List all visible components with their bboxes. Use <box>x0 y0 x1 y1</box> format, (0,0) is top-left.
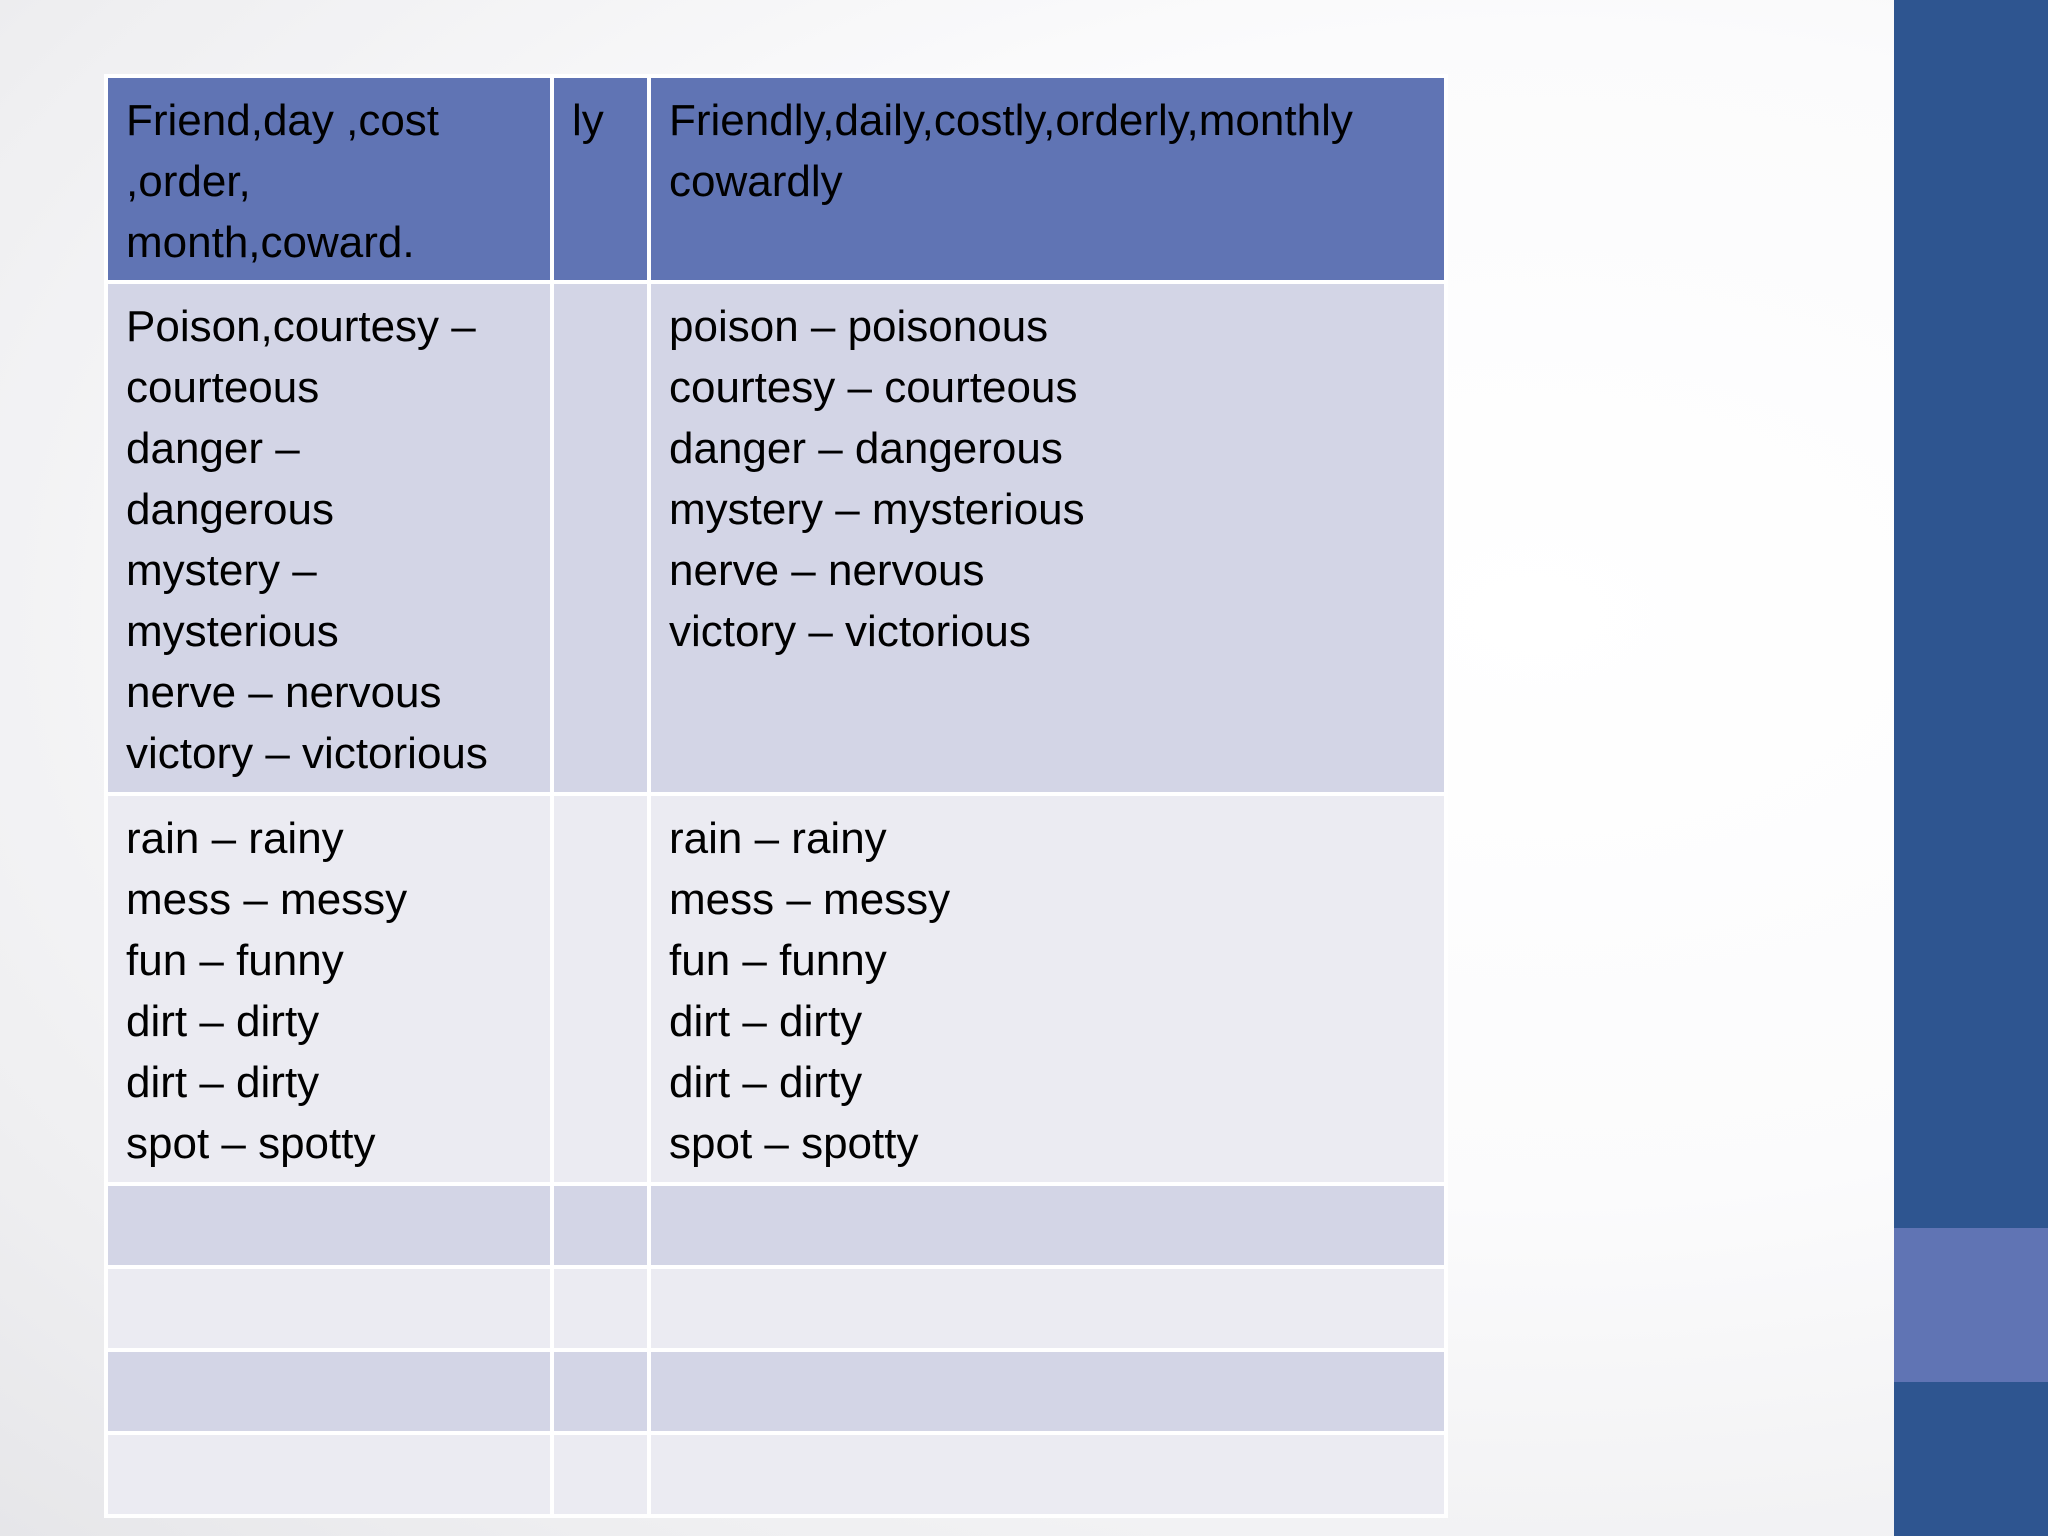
cell-text: fun – funny <box>669 936 887 985</box>
cell-text: courteous <box>126 363 320 412</box>
cell-text: Friendly,daily,costly,orderly,monthly <box>669 96 1353 145</box>
table-cell-empty <box>649 1267 1446 1350</box>
cell-text: dirt – dirty <box>126 997 320 1046</box>
cell-text: mysterious <box>126 607 339 656</box>
table-row-empty <box>106 1267 1446 1350</box>
cell-text: rain – rainy <box>669 814 887 863</box>
table-row <box>106 794 1446 1184</box>
cell-text: courtesy – courteous <box>669 363 1078 412</box>
side-accent-decoration <box>1894 1228 2048 1382</box>
cell-text: spot – spotty <box>669 1119 919 1168</box>
table-row <box>106 76 1446 282</box>
table-cell <box>649 282 1446 794</box>
cell-text: rain – rainy <box>126 814 344 863</box>
table-row-empty <box>106 1433 1446 1516</box>
cell-text: danger – <box>126 424 300 473</box>
table-row-empty <box>106 1350 1446 1433</box>
cell-text: dirt – dirty <box>669 997 863 1046</box>
cell-text: nerve – nervous <box>669 546 985 595</box>
table-cell <box>106 794 552 1184</box>
table-cell-empty <box>106 1350 552 1433</box>
table-cell-empty <box>649 1184 1446 1267</box>
cell-text: victory – victorious <box>126 729 488 778</box>
cell-text: Friend,day ,cost ,order, month,coward. <box>126 96 440 267</box>
table-cell-empty <box>649 1350 1446 1433</box>
header-cell-derived-words <box>649 76 1446 282</box>
cell-text: cowardly <box>669 157 843 206</box>
header-cell-base-words <box>106 76 552 282</box>
table-cell <box>649 794 1446 1184</box>
table-cell-empty <box>106 1267 552 1350</box>
table-cell-empty <box>106 1433 552 1516</box>
cell-text: ly <box>572 96 604 145</box>
cell-text: mess – messy <box>126 875 408 924</box>
table-row <box>106 282 1446 794</box>
table-cell-empty <box>552 1350 649 1433</box>
cell-text: dirt – dirty <box>126 1058 320 1107</box>
table-cell-empty <box>552 1267 649 1350</box>
table-cell-empty <box>552 1184 649 1267</box>
table-row-empty <box>106 1184 1446 1267</box>
cell-text: victory – victorious <box>669 607 1031 656</box>
cell-text: poison – poisonous <box>669 302 1049 351</box>
table-cell <box>106 282 552 794</box>
header-cell-suffix <box>552 76 649 282</box>
table-cell-empty <box>552 282 649 794</box>
suffix-table <box>104 74 1448 1518</box>
cell-text: Poison,courtesy – <box>126 302 476 351</box>
cell-text: mess – messy <box>669 875 951 924</box>
table-cell-empty <box>649 1433 1446 1516</box>
cell-text: mystery – mysterious <box>669 485 1085 534</box>
cell-text: mystery – <box>126 546 317 595</box>
cell-text: dangerous <box>126 485 334 534</box>
cell-text: fun – funny <box>126 936 344 985</box>
table-cell-empty <box>552 1433 649 1516</box>
cell-text: nerve – nervous <box>126 668 442 717</box>
table-cell-empty <box>106 1184 552 1267</box>
cell-text: danger – dangerous <box>669 424 1063 473</box>
cell-text: dirt – dirty <box>669 1058 863 1107</box>
table-cell-empty <box>552 794 649 1184</box>
cell-text: spot – spotty <box>126 1119 376 1168</box>
